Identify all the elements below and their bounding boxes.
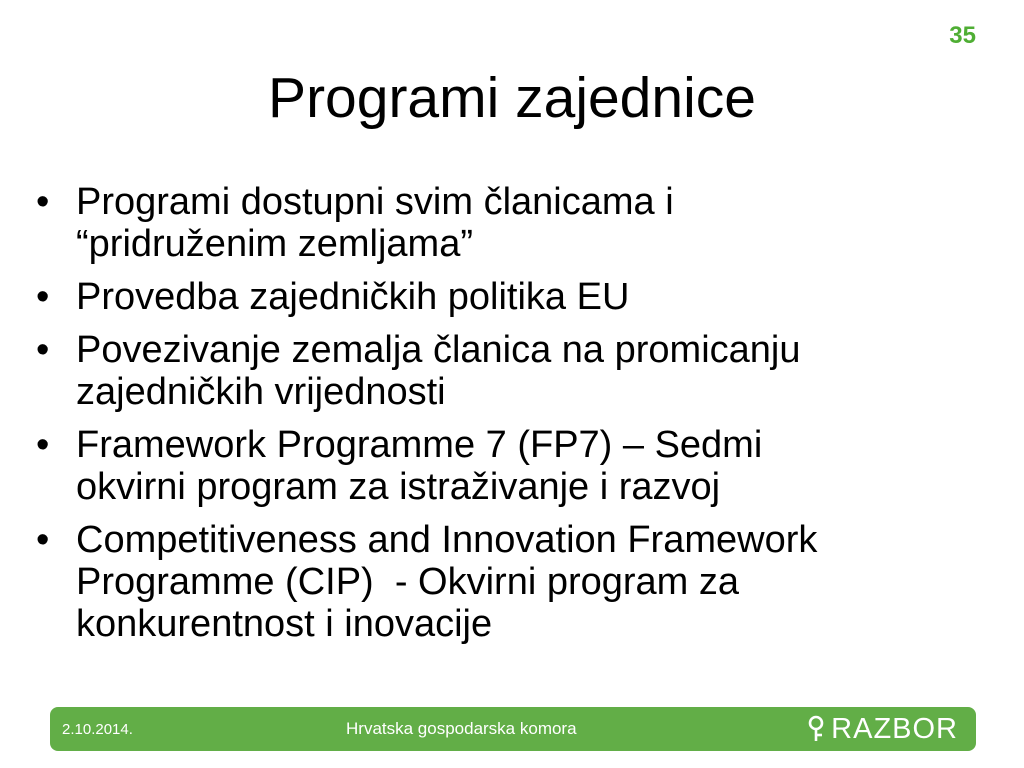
bullet-text-line: konkurentnost i inovacije — [76, 603, 493, 645]
bullet-item — [28, 519, 988, 645]
bullet-text-line: Framework Programme 7 (FP7) – Sedmi — [76, 424, 763, 466]
bullet-list — [28, 181, 988, 656]
bullet-marker: • — [36, 519, 50, 561]
bullet-text-line: Provedba zajedničkih politika EU — [76, 276, 630, 318]
razbor-logo-icon — [807, 715, 825, 743]
bullet-text-line: “pridruženim zemljama” — [76, 223, 473, 265]
bullet-text-line: Competitiveness and Innovation Framework — [76, 519, 818, 561]
razbor-logo-text: RAZBOR — [831, 712, 958, 745]
bullet-item — [28, 424, 988, 508]
bullet-marker: • — [36, 424, 50, 466]
bullet-text-line: Programi dostupni svim članicama i — [76, 181, 674, 223]
slide-title: Programi zajednice — [268, 66, 756, 130]
slide-number: 35 — [949, 22, 976, 49]
bullet-text-line: zajedničkih vrijednosti — [76, 371, 446, 413]
bullet-item — [28, 276, 988, 318]
razbor-logo — [807, 713, 958, 745]
bullet-item — [28, 329, 988, 413]
bullet-text-line: Povezivanje zemalja članica na promicanju — [76, 329, 801, 371]
bullet-text-line: okvirni program za istraživanje i razvoj — [76, 466, 721, 508]
bullet-item — [28, 181, 988, 265]
bullet-marker: • — [36, 276, 50, 318]
footer-organization: Hrvatska gospodarska komora — [346, 719, 577, 738]
footer-date: 2.10.2014. — [62, 721, 133, 738]
bullet-marker: • — [36, 329, 50, 371]
bullet-marker: • — [36, 181, 50, 223]
footer-bar — [50, 707, 976, 751]
bullet-text-line: Programme (CIP) - Okvirni program za — [76, 561, 740, 603]
